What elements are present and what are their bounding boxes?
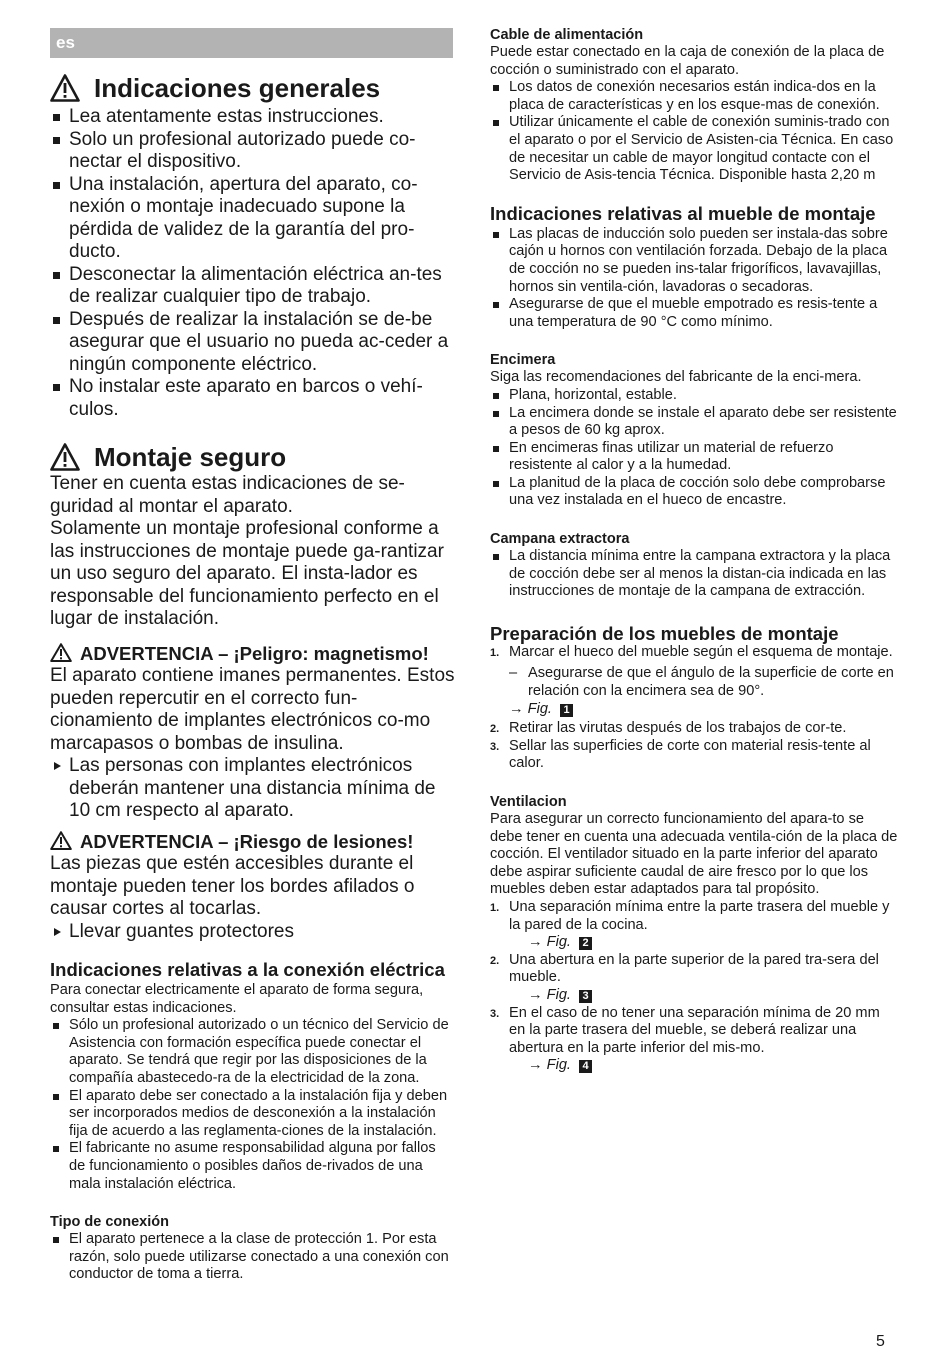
ventilation-heading: Ventilacion [490,794,567,810]
ventilation-intro: Para asegurar un correcto funcionamiento del apara-to se debe tener en cuenta una adecuada ventila-ción de la placa de cocción. El ventilador situado en la parte inferior del aparato debe aspirar suficiente caudal de aire fresco por lo que los muebles deben estar adaptados para tal propósito. [490,811,898,898]
step-item [490,952,900,1005]
worktop-heading: Encimera [490,352,556,369]
list-item: Lea atentamente estas instrucciones. [50,106,455,129]
fig-label: Fig. [546,934,571,951]
figure-reference [509,934,900,952]
step-item [490,1005,900,1075]
connection-type-list [50,1231,455,1284]
preparation-substep [490,665,900,700]
fig-label: Fig. [527,700,552,717]
worktop-list [490,387,900,510]
step-number: 2. [490,954,500,967]
list-item: Los datos de conexión necesarios están indica-dos en la placa de características y en los esque-mas de conexión. [490,79,900,114]
list-item: Las placas de inducción solo pueden ser instala-das sobre cajón u hornos con ventilación forzada. Debajo de la placa de cocción no se pueden ins-talar frigoríficos, lavavajillas, hornos sin ventila-ción, lavadoras o secadoras. [490,226,900,296]
step-text: Una abertura en la parte superior de la pared tra-sera del mueble. [509,951,879,986]
list-item: La distancia mínima entre la campana extractora y la placa de cocción debe ser al menos la distan-cia indicada en las instrucciones de montaje de la campana de extracción. [490,548,900,601]
step-number: 3. [490,740,500,753]
arrow-icon: → [528,1057,543,1074]
fig-number: 1 [560,704,573,717]
fig-label: Fig. [546,1057,571,1074]
list-item: Una instalación, apertura del aparato, co-nexión o montaje inadecuado supone la pérdida de validez de la garantía del pro-ducto. [50,174,455,264]
general-title: Indicaciones generales [94,73,381,103]
list-item: En encimeras finas utilizar un material de refuerzo resistente al calor y a la humedad. [490,440,900,475]
warning-magnetism-label: ADVERTENCIA – ¡Peligro: magnetismo! [80,642,429,664]
warning-icon [50,831,72,850]
page-number: 5 [876,1333,885,1350]
furniture-heading: Indicaciones relativas al mueble de montaje [490,202,876,224]
safe-mount-intro-2: Solamente un montaje profesional conforme a las instrucciones de montaje puede ga-rantizar un uso seguro del aparato. El insta-lador es responsable del funcionamiento perfecto en el lugar de instalación. [50,518,444,629]
step-text: Una separación mínima entre la parte trasera del mueble y la pared de la cocina. [509,898,890,933]
figure-reference [490,701,900,719]
fig-number: 3 [579,990,592,1003]
preparation-steps [490,644,900,662]
action-item: Las personas con implantes electrónicos deberán mantener una distancia mínima de 10 cm respecto al aparato. [50,755,455,823]
list-item: El fabricante no asume responsabilidad alguna por fallos de funcionamiento o posibles daños de-rivados de una mala instalación eléctrica. [50,1140,455,1193]
arrow-icon: → [528,986,543,1003]
step-number: 2. [490,723,500,736]
list-item: Asegurarse de que el mueble empotrado es resis-tente a una temperatura de 90 °C como mínimo. [490,296,900,331]
safe-mount-title: Montaje seguro [94,442,287,472]
preparation-steps-2 [490,720,900,773]
fig-number: 4 [579,1060,592,1073]
warning-magnetism-title [50,643,455,666]
list-item: No instalar este aparato en barcos o vehí-culos. [50,376,455,421]
general-heading [50,72,455,104]
furniture-list [490,226,900,332]
connection-type-heading: Tipo de conexión [50,1214,169,1231]
dash-marker: – [509,665,518,682]
safe-mount-heading [50,441,455,473]
list-item: Después de realizar la instalación se de-be asegurar que el usuario no pueda ac-ceder a ningún componente eléctrico. [50,309,455,377]
list-item: La planitud de la placa de cocción solo debe comprobarse una vez instalada en el hueco de encastre. [490,475,900,510]
list-item: Solo un profesional autorizado puede co-nectar el dispositivo. [50,129,455,174]
ventilation-steps [490,899,900,1075]
figure-reference [509,987,900,1005]
warning-icon [50,443,80,471]
step-number: 3. [490,1007,500,1020]
arrow-icon: → [528,934,543,951]
step-item [490,720,900,738]
warning-injury-title [50,831,455,854]
worktop-intro: Siga las recomendaciones del fabricante de la enci-mera. [490,369,862,386]
step-text: En el caso de no tener una separación mínima de 20 mm en la parte trasera del mueble, se deberá realizar una abertura en la parte inferior del mis-mo. [509,1004,880,1056]
list-item: Sólo un profesional autorizado o un técnico del Servicio de Asistencia con formación específica puede conectar el aparato. Se tendrá que regir por las disposiciones de la compañía abastecedo-ra de la electricidad de la zona. [50,1017,455,1087]
step-item [490,899,900,952]
hood-heading: Campana extractora [490,531,630,548]
power-cable-heading: Cable de alimentación [490,27,644,43]
hood-list [490,548,900,601]
electrical-list [50,1017,455,1193]
step-text: Retirar las virutas después de los trabajos de cor-te. [509,720,847,737]
warning-magnetism-text: El aparato contiene imanes permanentes. Estos pueden repercutir en el correcto fun-cionamiento de implantes electrónicos co-mo marcapasos o bombas de insulina. [50,665,455,754]
left-column [50,72,455,1284]
action-item: Llevar guantes protectores [50,921,455,944]
list-item: El aparato debe ser conectado a la instalación fija y deben ser incorporados medios de desconexión a la instalación fija de acuerdo a las reglamenta-ciones de la instalación. [50,1088,455,1141]
fig-number: 2 [579,937,592,950]
warning-injury-label: ADVERTENCIA – ¡Riesgo de lesiones! [80,830,414,852]
electrical-heading: Indicaciones relativas a la conexión eléctrica [50,959,445,980]
step-text: Sellar las superficies de corte con material resis-tente al calor. [509,737,871,772]
warning-icon [50,643,72,662]
step-item [490,738,900,773]
language-tab: es [50,28,453,58]
warning-magnetism-actions [50,755,455,823]
step-item [490,644,900,662]
power-cable-list [490,79,900,185]
list-item: Utilizar únicamente el cable de conexión suminis-trado con el aparato o por el Servicio de Asisten-cia Técnica. En caso de necesitar un cable de mayor longitud contacte con el Servicio de Asis-tencia Técnica. Disponible hasta 2,20 m [490,114,900,184]
step-text: Marcar el hueco del mueble según el esquema de montaje. [509,643,893,660]
preparation-heading: Preparación de los muebles de montaje [490,622,839,644]
list-item: Desconectar la alimentación eléctrica an-tes de realizar cualquier tipo de trabajo. [50,264,455,309]
power-cable-intro: Puede estar conectado en la caja de conexión de la placa de cocción o suministrado con el aparato. [490,44,885,78]
step-number: 1. [490,646,500,659]
list-item: La encimera donde se instale el aparato debe ser resistente a pesos de 60 kg aprox. [490,405,900,440]
warning-injury-actions [50,921,455,944]
list-item: El aparato pertenece a la clase de protección 1. Por esta razón, solo puede utilizarse conectado a una conexión con conductor de toma a tierra. [50,1231,455,1284]
electrical-intro: Para conectar electricamente el aparato de forma segura, consultar estas indicaciones. [50,982,424,1016]
figure-reference [509,1057,900,1075]
right-column [490,26,900,1075]
arrow-icon: → [509,700,524,717]
warning-icon [50,74,80,102]
substep-text: Asegurarse de que el ángulo de la superficie de corte en relación con la encimera sea de 90°. [528,665,894,700]
general-list [50,106,455,421]
list-item: Plana, horizontal, estable. [490,387,900,405]
warning-injury-text: Las piezas que estén accesibles durante el montaje pueden tener los bordes afilados o causar cortes al tocarlas. [50,853,415,919]
safe-mount-intro-1: Tener en cuenta estas indicaciones de se-guridad al montar el aparato. [50,473,405,517]
fig-label: Fig. [546,986,571,1003]
step-number: 1. [490,901,500,914]
